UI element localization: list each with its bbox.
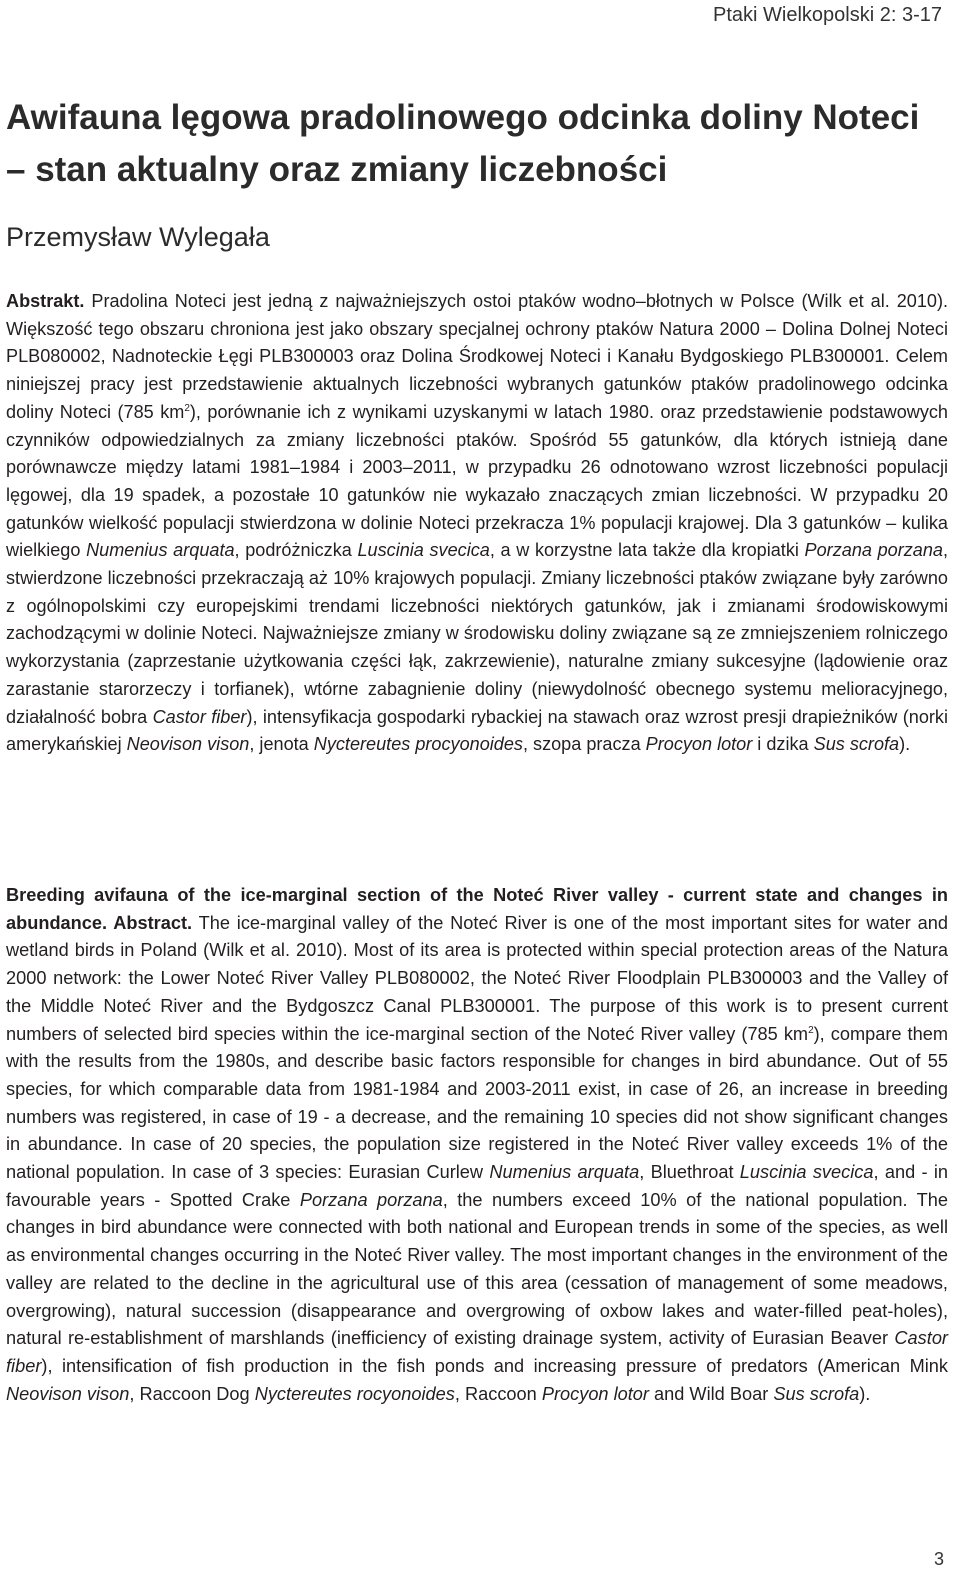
abstract-text: ), intensyfikacja gospodarki rybackiej na stawach oraz wzrost presji drapieżników (norki amerykańskiej [6,706,948,755]
abstract-text: ). [899,734,911,755]
species-name: Porzana porzana [299,1189,443,1210]
abstract-text: , and - in favourable years - Spotted Crake [6,1162,948,1210]
abstract-english [6,882,948,1408]
species-name: Castor fiber [6,1328,948,1376]
species-name: Neovison vison [6,1383,130,1404]
abstract-text: , podróżniczka [234,540,358,561]
abstract-text: Pradolina Noteci jest jedną z najważniejszych ostoi ptaków wodno–błotnych w Polsce (Wilk et al. 2010). Większość tego obszaru chroniona jest jako obszary specjalnej ochrony ptaków Natura 2000 – Dolina Dolnej Noteci PLB080002, Nadnoteckie Łęgi PLB300003 oraz Dolina Środkowej Noteci i Kanału Bydgoskiego PLB300001. Celem niniejszej pracy jest przedstawienie aktualnych liczebności wybranych gatunków ptaków pradolinowego odcinka doliny Noteci (785 km [6,291,948,422]
abstract-text: ), compare them with the results from the 1980s, and describe basic factors responsible for changes in bird abundance. Out of 55 species, for which comparable data from 1981-1984 and 2003-2011 exist, in case of 26, an increase in breeding numbers was registered, in case of 19 - a decrease, and the remaining 10 species did not show significant changes in abundance. In case of 20 species, the population size registered in the Noteć River valley exceeds 1% of the national population. In case of 3 species: Eurasian Curlew [6,1023,948,1183]
species-name: Neovison vison [126,734,250,755]
species-name: Castor fiber [152,706,247,727]
superscript: 2 [808,1024,814,1036]
abstract-text: and Wild Boar [648,1383,774,1404]
species-name: Luscinia svecica [739,1162,874,1183]
abstract-text: , Bluethroat [639,1162,740,1183]
abstract-text: , the numbers exceed 10% of the national population. The changes in bird abundance were connected with both national and European trends in some of the species, as well as environmental changes occurring in the Noteć River valley. The most important changes in the environment of the valley are related to the decline in the agricultural use of this area (cessation of management of some meadows, overgrowing), natural succession (disappearance and overgrowing of oxbow lakes and water-filled peat-holes), natural re-establishment of marshlands (inefficiency of existing drainage system, activity of Eurasian Beaver [6,1189,948,1349]
species-name: Nyctereutes procyonoides [313,734,523,755]
species-name: Porzana porzana [804,540,943,561]
journal-header: Ptaki Wielkopolski 2: 3-17 [713,4,942,26]
page-number: 3 [933,1549,944,1569]
abstract-polish [6,288,948,759]
article-author: Przemysław Wylegała [6,222,270,252]
species-name: Numenius arquata [86,540,235,561]
abstract-label: Abstrakt. [6,291,85,311]
abstract-text: , szopa pracza [522,734,646,755]
species-name: Sus scrofa [773,1383,860,1404]
article-title: Awifauna lęgowa pradolinowego odcinka doliny Noteci – stan aktualny oraz zmiany liczebności [6,98,920,189]
abstract-text: , Raccoon [454,1383,542,1404]
abstract-text: , a w korzystne lata także dla kropiatki [489,540,805,561]
abstract-text: ). [859,1383,871,1404]
species-name: Procyon lotor [541,1383,649,1404]
abstract-text: , jenota [249,734,314,755]
abstract-text: , Raccoon Dog [129,1383,255,1404]
species-name: Numenius arquata [489,1162,640,1183]
species-name: Luscinia svecica [357,540,490,561]
english-title: Breeding avifauna of the ice-marginal section of the Noteć River valley - current state and changes in abundance. Abstract. [6,885,948,933]
abstract-text: The ice-marginal valley of the Noteć River is one of the most important sites for water and wetland birds in Poland (Wilk et al. 2010). Most of its area is protected within special protection areas of the Natura 2000 network: the Lower Noteć River Valley PLB080002, the Noteć River Floodplain PLB300003 and the Valley of the Middle Noteć River and the Bydgoszcz Canal PLB300001. The purpose of this work is to present current numbers of selected bird species within the ice-marginal section of the Noteć River valley (785 km [6,912,949,1044]
abstract-text: ), intensification of fish production in the fish ponds and increasing pressure of predators (American Mink [41,1355,948,1376]
species-name: Nyctereutes rocyonoides [254,1383,455,1404]
species-name: Procyon lotor [645,734,753,755]
superscript: 2 [184,402,190,414]
species-name: Sus scrofa [813,734,900,755]
abstract-text: , stwierdzone liczebności przekraczają aż 10% krajowych populacji. Zmiany liczebności ptaków związane były zarówno z ogólnopolskimi czy europejskimi trendami liczebności niektórych gatunków, jak i zmianami środowiskowymi zachodzącymi w dolinie Noteci. Najważniejsze zmiany w środowisku doliny związane są ze zmniejszeniem rolniczego wykorzystania (zaprzestanie użytkowania części łąk, zakrzewienie), naturalne zmiany sukcesyjne (lądowienie oraz zarastanie starorzeczy i torfianek), wtórne zabagnienie doliny (niewydolność obecnego systemu melioracyjnego, działalność bobra [6,540,949,727]
abstract-text: ), porównanie ich z wynikami uzyskanymi w latach 1980. oraz przedstawienie podstawowych czynników odpowiedzialnych za zmiany liczebności ptaków. Spośród 55 gatunków, dla których istnieją dane porównawcze między latami 1981–1984 i 2003–2011, w przypadku 26 odnotowano wzrost liczebności populacji lęgowej, dla 19 spadek, a pozostałe 10 gatunków nie wykazało znaczących zmian liczebności. W przypadku 20 gatunków wielkość populacji stwierdzona w dolinie Noteci przekracza 1% populacji krajowej. Dla 3 gatunków – kulika wielkiego [6,401,948,561]
abstract-text: i dzika [752,734,814,755]
